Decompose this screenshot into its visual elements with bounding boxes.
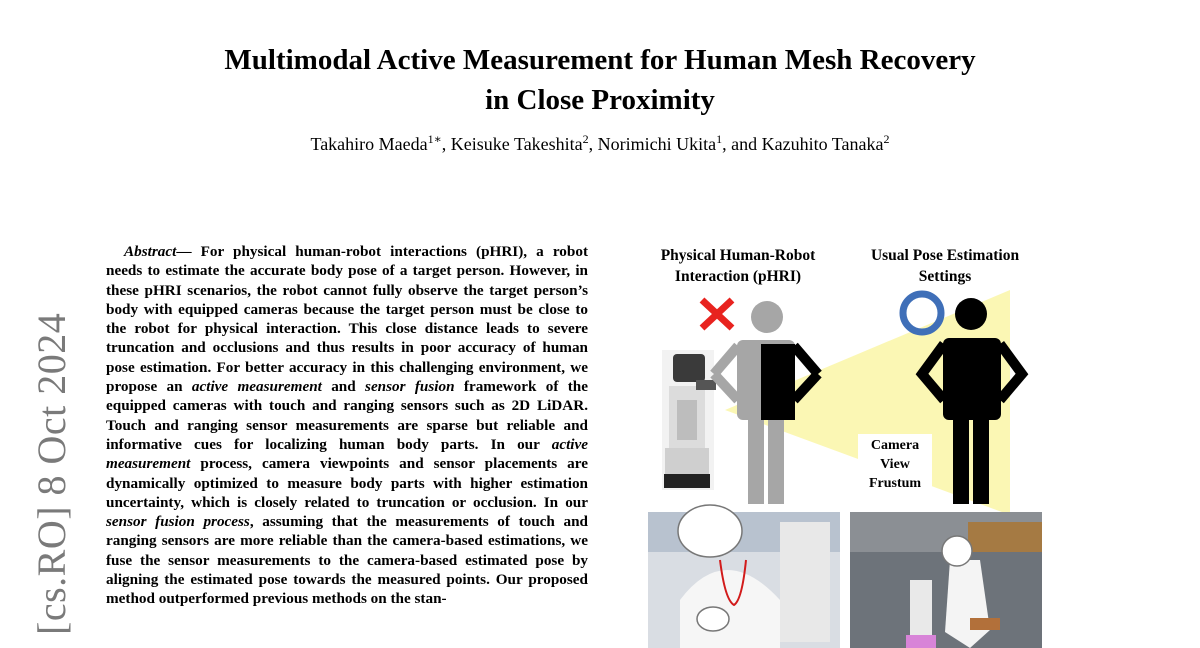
photo-left: [648, 505, 840, 648]
author-separator: ,: [588, 134, 598, 154]
abstract-emphasis: active measurement: [106, 435, 588, 473]
teaser-figure: [630, 240, 1050, 648]
abstract-label: Abstract: [124, 243, 177, 260]
abstract-dash: —: [176, 243, 201, 260]
figure-illustration: [630, 240, 1050, 648]
author-affiliation: 2: [582, 132, 589, 146]
frustum-label-line-3: Frustum: [868, 476, 922, 491]
usual-setting-label-line-1: Usual Pose Estimation: [870, 247, 1020, 264]
author-affiliation: 2: [883, 132, 890, 146]
frustum-label: [858, 434, 932, 495]
abstract-text: process, camera viewpoints and sensor placements are dynamically optimized to measure body parts with higher estimation uncertainty, which is closely related to truncation or occlusion. In our: [106, 455, 588, 511]
abstract-text: For physical human-robot interactions (pHRI), a robot needs to estimate the accurate body pose of a target person. However, in these pHRI scenarios, the robot cannot fully observe the target person’s body with equipped cameras because the target person must be close to the robot for physical interaction. This close distance leads to severe truncation and occlusions and thus results in poor accuracy of human pose estimation. For better accuracy in this challenging environment, we propose an: [106, 243, 588, 396]
photo-right: [850, 512, 1042, 648]
abstract: [106, 242, 588, 609]
target-circle-icon: [903, 294, 941, 332]
pHRI-label-line-2: Interaction (pHRI): [674, 268, 802, 285]
frustum-label-line-2: View: [880, 457, 910, 472]
abstract-text: and: [321, 378, 366, 396]
author-list: [100, 132, 1100, 155]
usual-setting-label: [845, 245, 1045, 287]
abstract-paragraph: [106, 242, 588, 609]
author-affiliation: 1∗: [427, 132, 442, 146]
pHRI-label-line-1: Physical Human-Robot: [660, 247, 816, 264]
title-line-2: in Close Proximity: [485, 84, 715, 116]
author-name: Norimichi Ukita: [597, 134, 717, 154]
title-line-1: Multimodal Active Measurement for Human Mesh Recovery: [224, 44, 976, 76]
author-separator: , and: [722, 134, 762, 154]
abstract-emphasis: sensor fusion: [365, 378, 455, 396]
robot-figure: [662, 350, 716, 490]
author-affiliation: 1: [716, 132, 723, 146]
frustum-label-line-1: Camera: [870, 438, 920, 453]
arxiv-identifier: [cs.RO] 8 Oct 2024: [29, 312, 74, 635]
paper-title: [100, 40, 1100, 120]
abstract-text: framework of the equipped cameras with touch and ranging sensors such as 2D LiDAR. Touch and ranging sensor measurements are sparse but reliable and informative cues for localizing human body parts. In our: [106, 378, 588, 453]
author-name: Takahiro Maeda: [310, 134, 428, 154]
author-separator: ,: [441, 134, 451, 154]
usual-setting-label-line-2: Settings: [918, 268, 972, 285]
author-name: Keisuke Takeshita: [450, 134, 583, 154]
abstract-emphasis: sensor fusion process: [106, 513, 250, 531]
pHRI-label: [638, 245, 838, 287]
author-name: Kazuhito Tanaka: [761, 134, 884, 154]
abstract-emphasis: active measurement: [191, 378, 322, 396]
abstract-text: , assuming that the measurements of touch and ranging sensors are more reliable than the camera-based estimations, we fuse the sensor measurements to the camera-based estimated pose by aligning the estimated pose towards the measured points. Our proposed method outperformed previous methods on the stan-: [106, 513, 588, 608]
